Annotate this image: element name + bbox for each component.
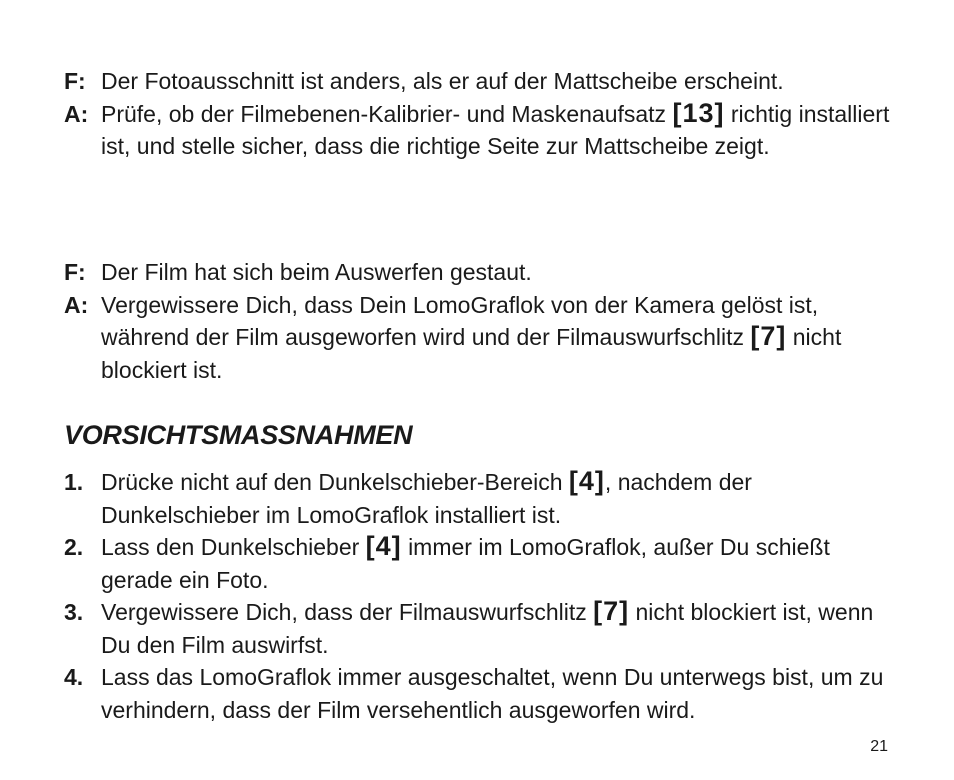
item-number: 2. <box>64 534 84 560</box>
item-text-after: immer im LomoGraflok, außer Du schießt gerade ein Foto. <box>101 534 830 593</box>
answer-text-before: Prüfe, ob der Filmebenen-Kalibrier- und Maskenaufsatz <box>101 100 667 127</box>
question-text: Der Fotoausschnitt ist anders, als er auf der Mattscheibe erscheint. <box>101 68 784 94</box>
answer-text-before: Vergewissere Dich, dass Dein LomoGraflok von der Kamera gelöst ist, während der Film ausgeworfen wird und der Filmauswurfschlitz <box>101 291 819 350</box>
reference-number: [7] <box>593 596 630 626</box>
item-number: 4. <box>64 664 84 690</box>
reference-number: [13] <box>672 97 725 128</box>
reference-number: [4] <box>365 531 402 561</box>
item-number: 1. <box>64 469 84 495</box>
answer-tag: A: <box>64 291 89 318</box>
question-tag: F: <box>64 68 86 94</box>
faq-answer <box>64 289 904 387</box>
faq-block-1 <box>64 65 904 163</box>
reference-number: [7] <box>750 321 787 351</box>
faq-question <box>64 256 904 289</box>
list-item <box>64 596 904 661</box>
item-text-before: Vergewissere Dich, dass der Filmauswurfschlitz <box>101 599 587 625</box>
answer-tag: A: <box>64 100 89 127</box>
answer-text-after: richtig installiert ist, und stelle sicher, dass die richtige Seite zur Mattscheibe zeigt. <box>101 100 890 159</box>
section-heading: VORSICHTSMASSNAHMEN <box>64 420 413 450</box>
precautions-list <box>64 466 904 726</box>
item-text-after: nicht blockiert ist, wenn Du den Film auswirfst. <box>101 599 874 658</box>
reference-number: [4] <box>568 466 605 496</box>
question-tag: F: <box>64 259 86 285</box>
item-text-before: Lass das LomoGraflok immer ausgeschaltet, wenn Du unterwegs bist, um zu verhindern, dass der Film versehentlich ausgeworfen wird. <box>101 664 884 723</box>
answer-text-after: nicht blockiert ist. <box>101 324 842 383</box>
question-text: Der Film hat sich beim Auswerfen gestaut. <box>101 259 532 285</box>
list-item <box>64 466 904 531</box>
item-text-before: Drücke nicht auf den Dunkelschieber-Bereich <box>101 469 563 495</box>
item-text-before: Lass den Dunkelschieber <box>101 534 360 560</box>
faq-question <box>64 65 904 98</box>
faq-answer <box>64 98 904 163</box>
faq-block-2 <box>64 256 904 386</box>
item-number: 3. <box>64 599 84 625</box>
page-number: 21 <box>870 738 888 755</box>
list-item <box>64 661 904 726</box>
item-text-after: , nachdem der Dunkelschieber im LomoGraflok installiert ist. <box>101 469 752 528</box>
list-item <box>64 531 904 596</box>
